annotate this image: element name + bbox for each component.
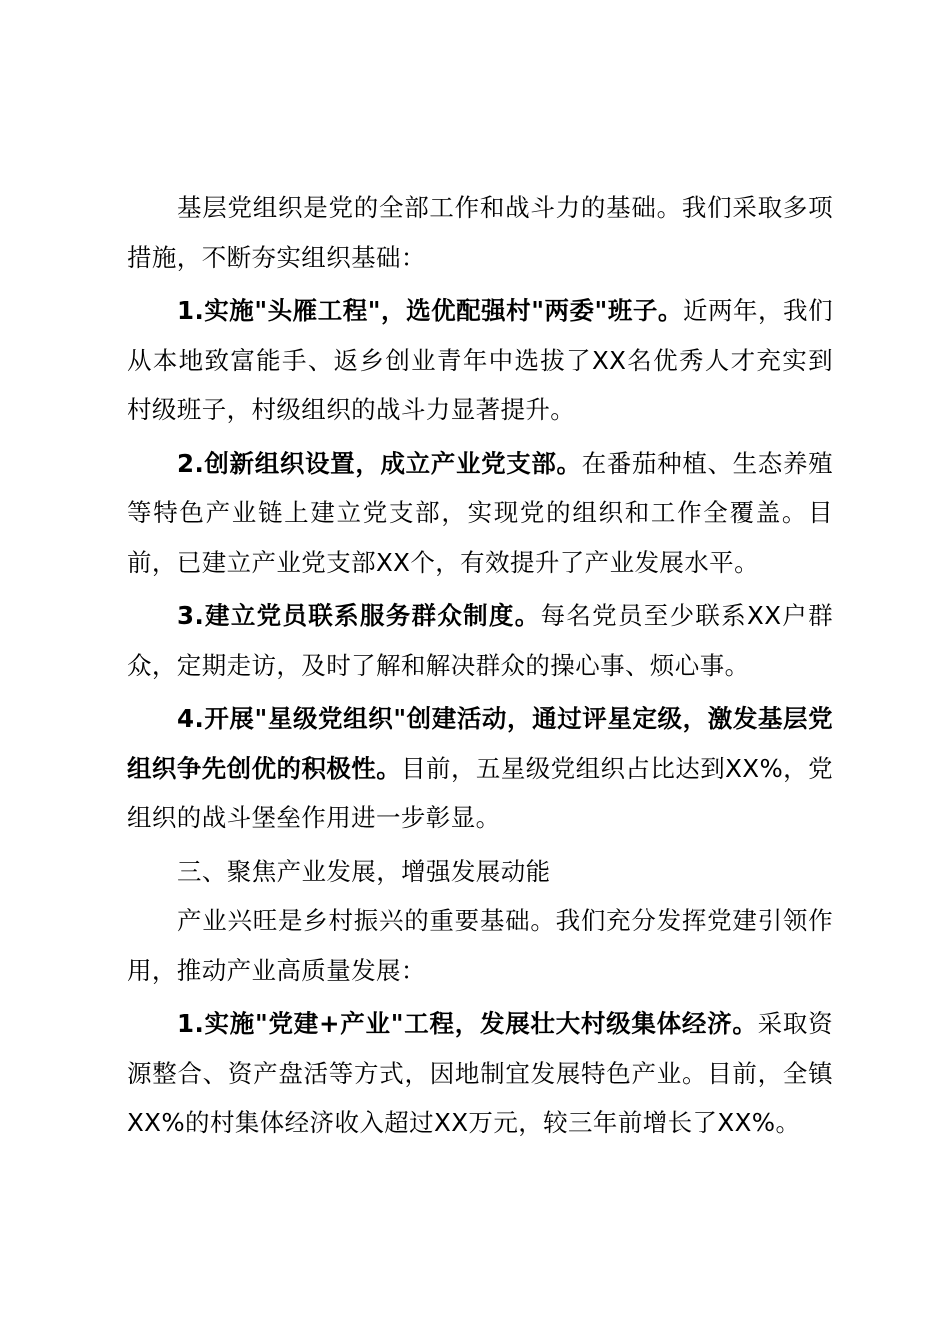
- document-body: [127, 183, 833, 1152]
- paragraph-section-intro: [127, 896, 833, 995]
- paragraph-lead: 4.开展"星级党组织"创建活动，通过评星定级，激发基层党组织争先创优的积极性。: [127, 704, 833, 783]
- paragraph-text: 近两年，我们从本地致富能手、返乡创业青年中选拔了XX名优秀人才充实到村级班子，村级组织的战斗力显著提升。: [127, 296, 833, 424]
- paragraph-text: 采取资源整合、资产盘活等方式，因地制宜发展特色产业。目前，全镇XX%的村集体经济收入超过XX万元，较三年前增长了XX%。: [127, 1009, 833, 1137]
- paragraph-item-4: [127, 694, 833, 843]
- section-heading: 三、聚焦产业发展，增强发展动能: [177, 856, 551, 886]
- paragraph-text: 每名党员至少联系XX户群众，定期走访，及时了解和解决群众的操心事、烦心事。: [127, 601, 833, 680]
- paragraph-lead: 1.实施"头雁工程"，选优配强村"两委"班子。: [177, 296, 683, 325]
- paragraph-lead: 2.创新组织设置，成立产业党支部。: [177, 448, 582, 478]
- paragraph-text: 产业兴旺是乡村振兴的重要基础。我们充分发挥党建引领作用，推动产业高质量发展：: [127, 906, 833, 985]
- paragraph-lead: 3.建立党员联系服务群众制度。: [177, 601, 541, 630]
- paragraph-lead: 1.实施"党建+产业"工程，发展壮大村级集体经济。: [177, 1009, 758, 1038]
- paragraph-intro: [127, 183, 833, 282]
- paragraph-text: 在番茄种植、生态养殖等特色产业链上建立党支部，实现党的组织和工作全覆盖。目前，已建立产业党支部XX个，有效提升了产业发展水平。: [127, 448, 834, 577]
- paragraph-item-3: [127, 591, 833, 690]
- paragraph-item-1: [127, 286, 833, 435]
- paragraph-section-item-1: [127, 999, 833, 1148]
- paragraph-item-2: [127, 439, 833, 588]
- paragraph-text: 基层党组织是党的全部工作和战斗力的基础。我们采取多项措施，不断夯实组织基础：: [127, 193, 833, 272]
- paragraph-text: 目前，五星级党组织占比达到XX%，党组织的战斗堡垒作用进一步彰显。: [127, 753, 834, 832]
